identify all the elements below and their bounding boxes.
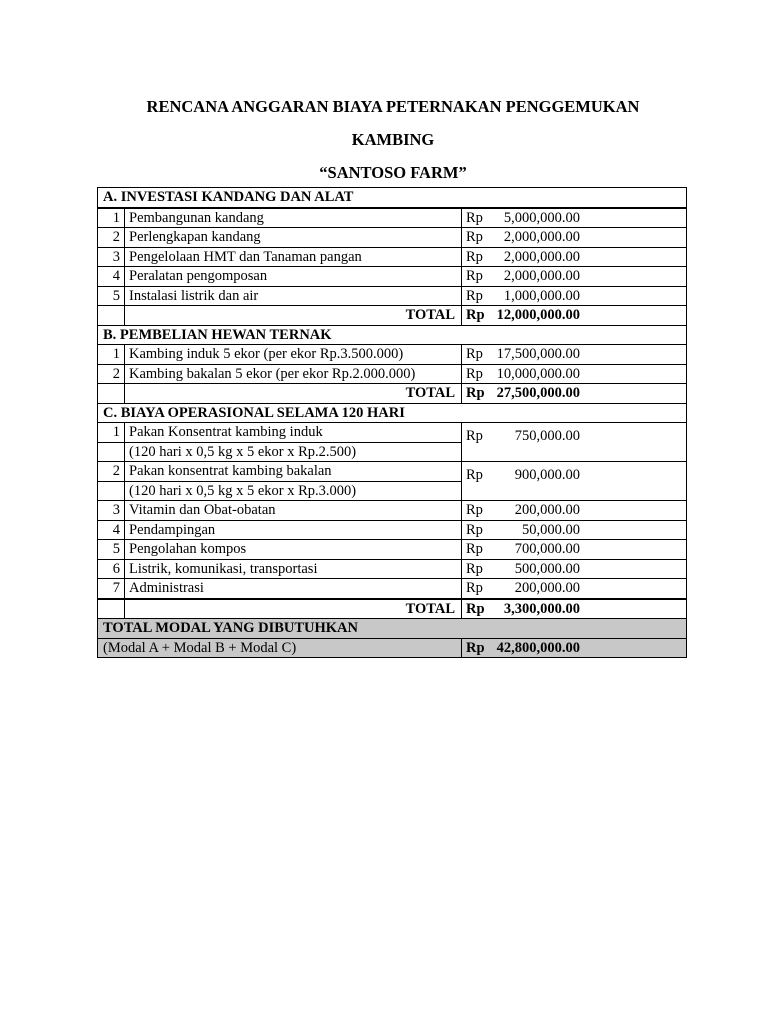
row-amount bbox=[462, 559, 687, 579]
table-row bbox=[98, 540, 687, 560]
row-description: Pendampingan bbox=[125, 520, 462, 540]
currency-label: Rp bbox=[466, 248, 483, 265]
currency-label: Rp bbox=[466, 639, 485, 656]
title-line-3: “SANTOSO FARM” bbox=[319, 163, 467, 182]
row-description: Pengelolaan HMT dan Tanaman pangan bbox=[125, 247, 462, 267]
currency-label: Rp bbox=[466, 428, 483, 444]
table-row bbox=[98, 501, 687, 521]
empty-cell bbox=[98, 442, 125, 462]
table-row bbox=[98, 423, 687, 443]
row-amount bbox=[462, 501, 687, 521]
row-amount bbox=[462, 228, 687, 248]
row-number: 7 bbox=[98, 579, 125, 599]
row-number: 5 bbox=[98, 286, 125, 306]
row-number: 1 bbox=[98, 208, 125, 228]
table-row bbox=[98, 559, 687, 579]
total-label: TOTAL bbox=[125, 306, 462, 326]
empty-cell bbox=[98, 481, 125, 501]
section-b-total-row bbox=[98, 384, 687, 404]
amount-value: 200,000.00 bbox=[514, 580, 580, 597]
currency-label: Rp bbox=[466, 600, 485, 617]
table-row bbox=[98, 267, 687, 287]
row-description: Perlengkapan kandang bbox=[125, 228, 462, 248]
amount-value: 3,300,000.00 bbox=[503, 600, 580, 617]
row-amount bbox=[462, 462, 687, 501]
amount-value: 12,000,000.00 bbox=[496, 307, 580, 324]
total-amount bbox=[462, 306, 687, 326]
row-amount bbox=[462, 423, 687, 462]
row-number: 1 bbox=[98, 423, 125, 443]
amount-value: 17,500,000.00 bbox=[496, 346, 580, 363]
table-row bbox=[98, 228, 687, 248]
title-line-1: RENCANA ANGGARAN BIAYA PETERNAKAN PENGGEMUKAN bbox=[146, 97, 640, 116]
section-c-header-row bbox=[98, 403, 687, 423]
row-number: 2 bbox=[98, 462, 125, 482]
empty-cell bbox=[98, 599, 125, 619]
row-number: 2 bbox=[98, 364, 125, 384]
currency-label: Rp bbox=[466, 229, 483, 246]
row-description: Listrik, komunikasi, transportasi bbox=[125, 559, 462, 579]
table-row bbox=[98, 247, 687, 267]
empty-cell bbox=[98, 306, 125, 326]
grand-total-heading: TOTAL MODAL YANG DIBUTUHKAN bbox=[98, 619, 687, 639]
row-detail: (120 hari x 0,5 kg x 5 ekor x Rp.3.000) bbox=[125, 481, 462, 501]
amount-value: 27,500,000.00 bbox=[496, 385, 580, 402]
currency-label: Rp bbox=[466, 346, 483, 363]
row-number: 3 bbox=[98, 247, 125, 267]
row-number: 5 bbox=[98, 540, 125, 560]
section-b-heading: B. PEMBELIAN HEWAN TERNAK bbox=[98, 325, 687, 345]
amount-value: 2,000,000.00 bbox=[503, 268, 580, 285]
row-amount bbox=[462, 579, 687, 599]
row-description: Administrasi bbox=[125, 579, 462, 599]
section-a-heading: A. INVESTASI KANDANG DAN ALAT bbox=[98, 188, 687, 208]
currency-label: Rp bbox=[466, 287, 483, 304]
table-row bbox=[98, 462, 687, 482]
row-description: Kambing induk 5 ekor (per ekor Rp.3.500.000) bbox=[125, 345, 462, 365]
amount-value: 500,000.00 bbox=[514, 560, 580, 577]
row-description: Pengolahan kompos bbox=[125, 540, 462, 560]
amount-value: 42,800,000.00 bbox=[496, 639, 580, 656]
row-description: Pakan konsentrat kambing bakalan bbox=[125, 462, 462, 482]
section-c-total-row bbox=[98, 599, 687, 619]
currency-label: Rp bbox=[466, 541, 483, 558]
row-number: 1 bbox=[98, 345, 125, 365]
amount-value: 1,000,000.00 bbox=[503, 287, 580, 304]
table-row bbox=[98, 208, 687, 228]
currency-label: Rp bbox=[466, 365, 483, 382]
row-amount bbox=[462, 208, 687, 228]
currency-label: Rp bbox=[466, 521, 483, 538]
currency-label: Rp bbox=[466, 307, 485, 324]
row-detail: (120 hari x 0,5 kg x 5 ekor x Rp.2.500) bbox=[125, 442, 462, 462]
amount-value: 10,000,000.00 bbox=[496, 365, 580, 382]
currency-label: Rp bbox=[466, 209, 483, 226]
currency-label: Rp bbox=[466, 268, 483, 285]
row-description: Peralatan pengomposan bbox=[125, 267, 462, 287]
row-number: 2 bbox=[98, 228, 125, 248]
total-amount bbox=[462, 384, 687, 404]
budget-table bbox=[97, 187, 687, 658]
row-description: Kambing bakalan 5 ekor (per ekor Rp.2.000.000) bbox=[125, 364, 462, 384]
document-title bbox=[0, 90, 768, 189]
total-label: TOTAL bbox=[125, 384, 462, 404]
row-amount bbox=[462, 345, 687, 365]
grand-total-row bbox=[98, 638, 687, 658]
currency-label: Rp bbox=[466, 467, 483, 483]
amount-value: 2,000,000.00 bbox=[503, 248, 580, 265]
row-amount bbox=[462, 364, 687, 384]
currency-label: Rp bbox=[466, 560, 483, 577]
currency-label: Rp bbox=[466, 502, 483, 519]
currency-label: Rp bbox=[466, 385, 485, 402]
table-row bbox=[98, 520, 687, 540]
row-number: 6 bbox=[98, 559, 125, 579]
row-amount bbox=[462, 520, 687, 540]
row-amount bbox=[462, 247, 687, 267]
grand-total-header-row bbox=[98, 619, 687, 639]
total-label: TOTAL bbox=[125, 599, 462, 619]
row-description: Vitamin dan Obat-obatan bbox=[125, 501, 462, 521]
section-b-header-row bbox=[98, 325, 687, 345]
grand-total-formula: (Modal A + Modal B + Modal C) bbox=[98, 638, 462, 658]
row-number: 4 bbox=[98, 520, 125, 540]
section-c-heading: C. BIAYA OPERASIONAL SELAMA 120 HARI bbox=[98, 403, 687, 423]
grand-total-amount bbox=[462, 638, 687, 658]
amount-value: 750,000.00 bbox=[514, 428, 580, 444]
amount-value: 900,000.00 bbox=[514, 467, 580, 483]
row-number: 4 bbox=[98, 267, 125, 287]
title-line-2: KAMBING bbox=[351, 130, 435, 149]
amount-value: 200,000.00 bbox=[514, 502, 580, 519]
table-row bbox=[98, 364, 687, 384]
row-description: Pembangunan kandang bbox=[125, 208, 462, 228]
total-amount bbox=[462, 599, 687, 619]
amount-value: 700,000.00 bbox=[514, 541, 580, 558]
row-amount bbox=[462, 267, 687, 287]
section-a-header-row bbox=[98, 188, 687, 208]
row-amount bbox=[462, 540, 687, 560]
table-row bbox=[98, 286, 687, 306]
row-description: Pakan Konsentrat kambing induk bbox=[125, 423, 462, 443]
table-row bbox=[98, 345, 687, 365]
table-row bbox=[98, 579, 687, 599]
amount-value: 5,000,000.00 bbox=[503, 209, 580, 226]
currency-label: Rp bbox=[466, 580, 483, 597]
row-description: Instalasi listrik dan air bbox=[125, 286, 462, 306]
row-amount bbox=[462, 286, 687, 306]
empty-cell bbox=[98, 384, 125, 404]
amount-value: 50,000.00 bbox=[522, 521, 580, 538]
section-a-total-row bbox=[98, 306, 687, 326]
amount-value: 2,000,000.00 bbox=[503, 229, 580, 246]
row-number: 3 bbox=[98, 501, 125, 521]
